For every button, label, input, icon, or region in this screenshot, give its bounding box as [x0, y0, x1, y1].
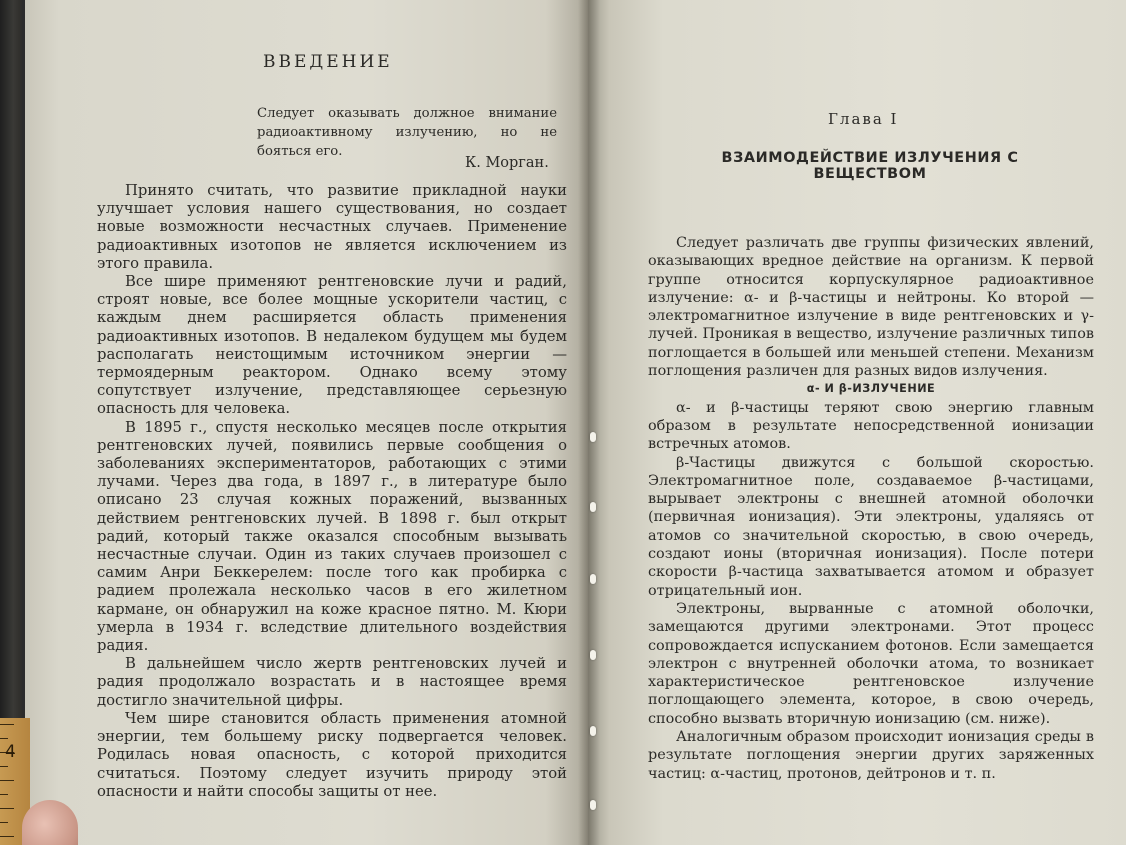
left-page-title: ВВЕДЕНИЕ — [263, 52, 393, 72]
chapter-title: ВЗАИМОДЕЙСТВИЕ ИЗЛУЧЕНИЯ С ВЕЩЕСТВОМ — [721, 150, 1019, 182]
binding-stitch — [590, 726, 596, 736]
paragraph: α- и β-частицы теряют свою энергию главным образом в результате непосредственной ионизации встречных атомов. — [648, 399, 1094, 453]
right-page-body — [648, 234, 1094, 783]
paragraph: Принято считать, что развитие прикладной науки улучшает условия нашего существования, но создает новые возможности несчастных случаев. Применение радиоактивных изотопов не является исключением из этого правила. — [97, 182, 567, 272]
ruler-mark: 4 — [5, 742, 16, 762]
binding-stitch — [590, 574, 596, 584]
paragraph: Аналогичным образом происходит ионизация среды в результате поглощения энергии других заряженных частиц: α-частиц, протонов, дейтронов и т. п. — [648, 729, 1094, 782]
paragraph: Все шире применяют рентгеновские лучи и радий, строят новые, все более мощные ускорители частиц, с каждым днем расширяется область применения радиоактивных изотопов. В недалеком будущем мы будем располагать неистощимым источником энергии — термоядерным реактором. Однако всему этому сопутствует излучение, представляющее серьезную опасность для человека. — [97, 273, 567, 418]
book-spine-shadow — [578, 0, 600, 845]
left-page-body — [97, 182, 567, 801]
paragraph: Следует различать две группы физических явлений, оказывающих вредное действие на организм. К первой группе относится корпускулярное радиоактивное излучение: α- и β-частицы и нейтроны. Ко второй — электромагнитное излучение в виде рентгеновских и γ-лучей. Проникая в вещество, излучение различных типов поглощается в большей или меньшей степени. Механизм поглощения различен для разных видов излучения. — [648, 235, 1094, 380]
chapter-number: Глава I — [828, 110, 899, 128]
paragraph: Чем шире становится область применения атомной энергии, тем большему риску подвергается человек. Родилась новая опасность, с которой приходится считаться. Поэтому следует изучить природу этой опасности и найти способы защиты от нее. — [97, 709, 567, 800]
binding-stitch — [590, 502, 596, 512]
binding-stitch — [590, 432, 596, 442]
right-page — [588, 0, 1126, 845]
binding-stitch — [590, 650, 596, 660]
paragraph: β-Частицы движутся с большой скоростью. Электромагнитное поле, создаваемое β-частицами, вырывает электроны с внешней атомной оболочки (первичная ионизация). Эти электроны, удаляясь от атомов со значительной скоростью, в свою очередь, создают ионы (вторичная ионизация). После потери скорости β-частица захватывается атомом и образует отрицательный ион. — [648, 454, 1094, 599]
epigraph-text: Следует оказывать должное внимание радиоактивному излучению, но не бояться его. — [257, 106, 557, 159]
paragraph: В дальнейшем число жертв рентгеновских лучей и радия продолжало возрастать и в настоящее время достигло значительной цифры. — [97, 655, 567, 709]
left-page — [22, 0, 591, 845]
section-heading: α- И β-ИЗЛУЧЕНИЕ — [806, 382, 936, 396]
paragraph: В 1895 г., спустя несколько месяцев после открытия рентгеновских лучей, появились первые сообщения о заболеваниях экспериментаторов, работающих с этими лучами. Через два года, в 1897 г., в литературе было описано 23 случая кожных поражений, вызванных действием рентгеновских лучей. В 1898 г. был открыт радий, который также оказался способным вызывать несчастные случаи. Один из таких случаев произошел с самим Анри Беккерелем: после того как пробирка с радием пролежала несколько часов в его жилетном кармане, он обнаружил на коже красное пятно. М. Кюри умерла в 1934 г. вследствие длительного воздействия радия. — [97, 418, 567, 655]
binding-stitch — [590, 800, 596, 810]
epigraph-author: К. Морган. — [465, 155, 549, 171]
paragraph: Электроны, вырванные с атомной оболочки, замещаются другими электронами. Этот процесс сопровождается испусканием фотонов. Если замещается электрон с внутренней оболочки атома, то возникает характеристическое рентгеновское излучение поглощающего элемента, которое, в свою очередь, способно вызвать вторичную ионизацию (см. ниже). — [648, 600, 1094, 727]
